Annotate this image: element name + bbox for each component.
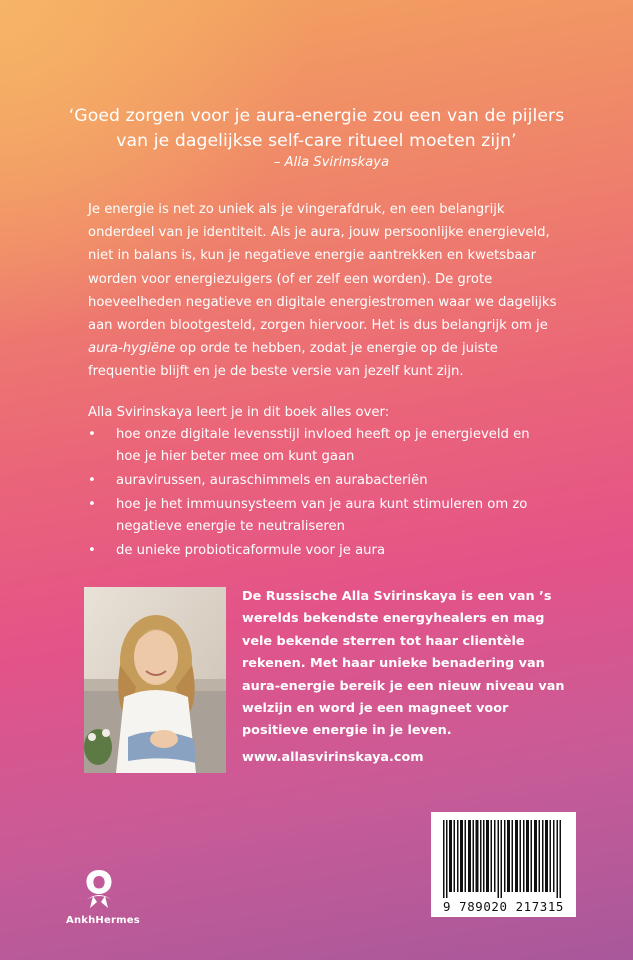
list-item-text: auravirussen, auraschimmels en aurabacteriën: [116, 473, 428, 488]
bullet-marker: •: [88, 497, 96, 512]
list-item-text: de unieke probioticaformule voor je aura: [116, 543, 386, 558]
barcode-bars: [431, 812, 576, 900]
list-item: [88, 424, 558, 468]
list-item-text: hoe je het immuunsysteem van je aura kunt stimuleren om zo negatieve energie te neutraliseren: [116, 497, 528, 534]
bullet-marker: •: [88, 473, 96, 488]
ankh-icon: [66, 866, 132, 910]
quote-author: – Alla Svirinskaya: [273, 155, 390, 170]
publisher-logo: [66, 866, 140, 926]
isbn-barcode: [431, 812, 576, 917]
list-item: [88, 494, 558, 538]
author-photo: [84, 587, 226, 773]
quote-line-2: van je dagelijkse self-care ritueel moeten zijn’: [116, 131, 517, 151]
blurb-part-2: op orde te hebben, zodat je energie op de juiste frequentie blijft en je de beste versie van jezelf kunt zijn.: [88, 341, 498, 380]
bullet-marker: •: [88, 427, 96, 442]
blurb-paragraph: [88, 198, 558, 384]
list-item: [88, 540, 558, 562]
back-cover-quote: [60, 104, 573, 172]
isbn-digits: 9 789020 217315: [443, 899, 564, 914]
blurb-part-1: Je energie is net zo uniek als je vingerafdruk, en een belangrijk onderdeel van je identiteit. Als je aura, jouw persoonlijke energieveld, niet in balans is, kun je negatieve energie aantrekken en kwetsbaar worden voor energiezuigers (of er zelf een worden). De grote hoeveelheden negatieve en digitale energiestromen waar we dagelijks aan worden blootgesteld, zorgen hiervoor. Het is dus belangrijk om je: [88, 202, 557, 334]
quote-line-1: ‘Goed zorgen voor je aura-energie zou een van de pijlers: [68, 106, 565, 126]
bullet-marker: •: [88, 543, 96, 558]
publisher-name: AnkhHermes: [66, 915, 140, 926]
list-item-text: hoe onze digitale levensstijl invloed heeft op je energieveld en hoe je hier beter mee om kunt gaan: [116, 427, 530, 464]
topic-list: [88, 424, 558, 564]
list-intro: Alla Svirinskaya leert je in dit boek alles over:: [88, 405, 390, 420]
author-website-link[interactable]: www.allasvirinskaya.com: [242, 750, 424, 765]
author-portrait-image: [84, 587, 226, 773]
blurb-emphasis: aura-hygiëne: [88, 341, 176, 357]
author-bio: De Russische Alla Svirinskaya is een van ’s werelds bekendste energyhealers en mag vele bekende sterren tot haar clientèle rekenen. Met haar unieke benadering van aura-energie bereik je een nieuw niveau van welzijn en word je een magneet voor positieve energie in je leven.: [242, 589, 565, 739]
list-item: [88, 470, 558, 492]
